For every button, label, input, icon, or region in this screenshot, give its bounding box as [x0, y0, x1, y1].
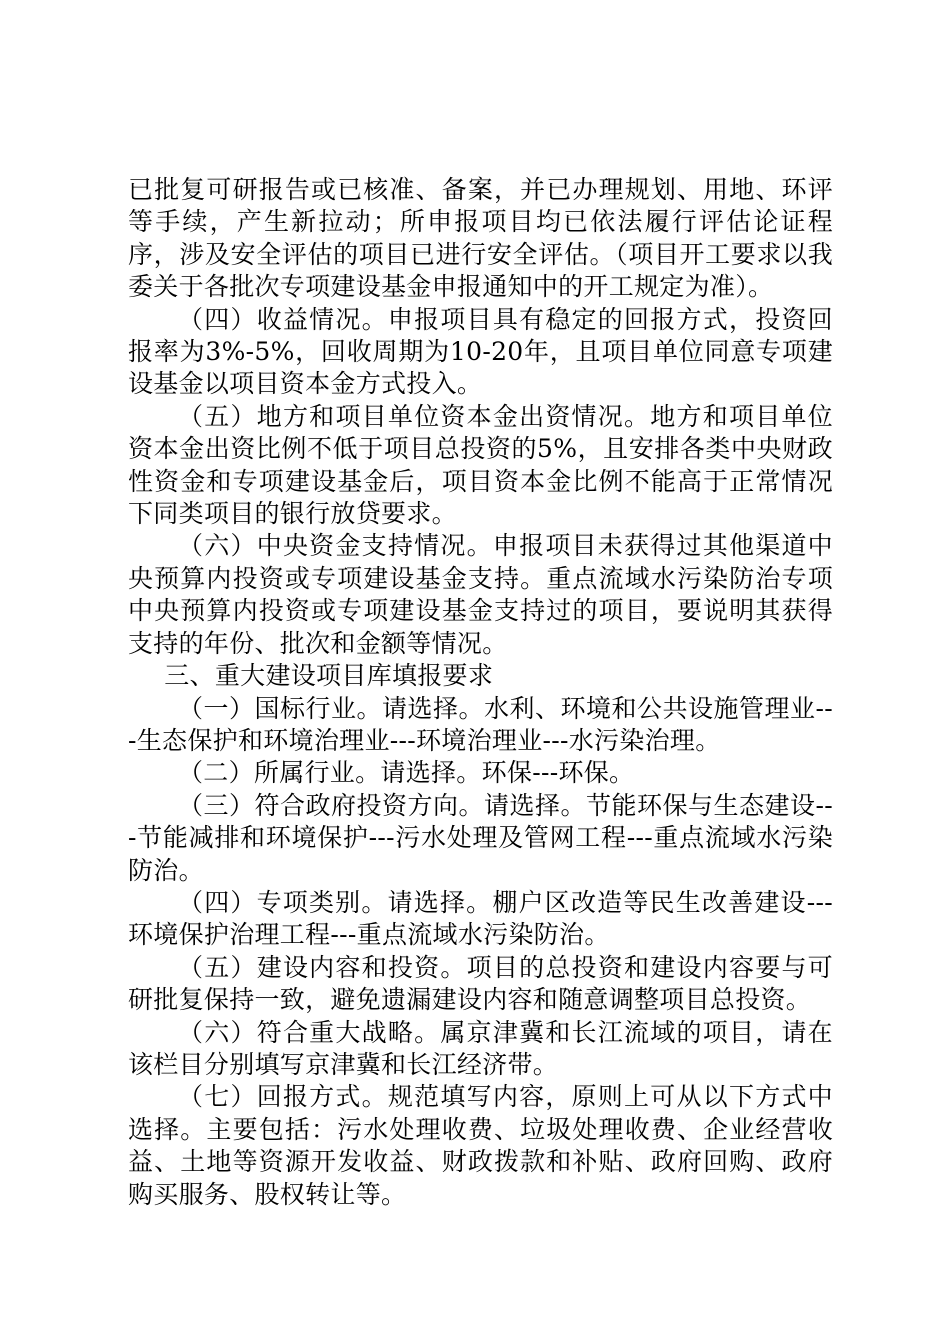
paragraph-capital: （五）地方和项目单位资本金出资情况。地方和项目单位资本金出资比例不低于项目总投资的5%，且安排各类中央财政性资金和专项建设基金后，项目资本金比例不能高于正常情况下同类项目的银行放贷要求。	[128, 401, 833, 529]
paragraph-strategy: （六）符合重大战略。属京津冀和长江流域的项目，请在该栏目分别填写京津冀和长江经济带。	[128, 1017, 833, 1079]
section-heading: 三、重大建设项目库填报要求	[164, 661, 494, 691]
paragraph-investment-direction: （三）符合政府投资方向。请选择。节能环保与生态建设---节能减排和环境保护---污水处理及管网工程---重点流域水污染防治。	[128, 790, 833, 885]
paragraph-revenue: （四）收益情况。申报项目具有稳定的回报方式，投资回报率为3%-5%，回收周期为10-20年，且项目单位同意专项建设基金以项目资本金方式投入。	[128, 304, 833, 399]
document-body	[128, 174, 833, 1211]
paragraph-return-method: （七）回报方式。规范填写内容，原则上可从以下方式中选择。主要包括：污水处理收费、垃圾处理收费、企业经营收益、土地等资源开发收益、财政拨款和补贴、政府回购、政府购买服务、股权转让等。	[128, 1082, 833, 1209]
paragraph-industry: （一）国标行业。请选择。水利、环境和公共设施管理业---生态保护和环境治理业---环境治理业---水污染治理。	[128, 693, 833, 755]
paragraph-special-category: （四）专项类别。请选择。棚户区改造等民生改善建设---环境保护治理工程---重点流域水污染防治。	[128, 887, 833, 950]
paragraph-sector: （二）所属行业。请选择。环保---环保。	[178, 758, 635, 788]
paragraph-central-funds: （六）中央资金支持情况。申报项目未获得过其他渠道中央预算内投资或专项建设基金支持。重点流域水污染防治专项中央预算内投资或专项建设基金支持过的项目，要说明其获得支持的年份、批次和金额等情况。	[128, 531, 833, 658]
paragraph-continuation: 已批复可研报告或已核准、备案，并已办理规划、用地、环评等手续，产生新拉动；所申报项目均已依法履行评估论证程序，涉及安全评估的项目已进行安全评估。（项目开工要求以我委关于各批次专项建设基金申报通知中的开工规定为准）。	[128, 175, 833, 302]
paragraph-construction-content: （五）建设内容和投资。项目的总投资和建设内容要与可研批复保持一致，避免遗漏建设内容和随意调整项目总投资。	[128, 952, 833, 1015]
